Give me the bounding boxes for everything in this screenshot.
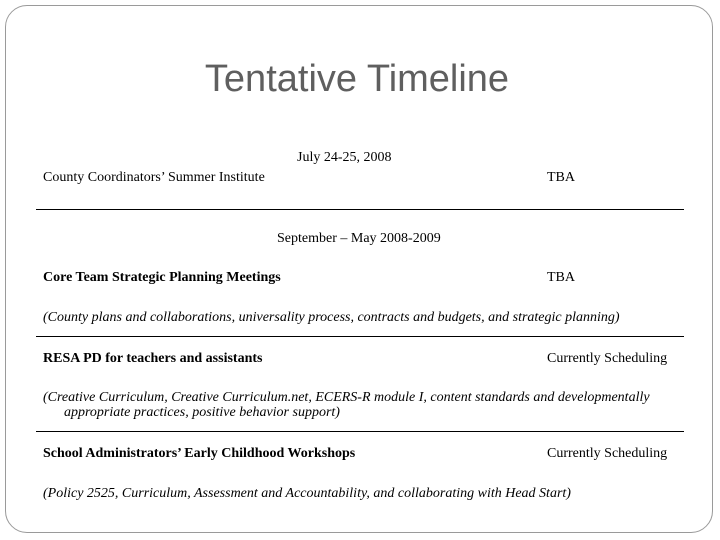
note-resa-pd-line1: (Creative Curriculum, Creative Curriculum.net, ECERS-R module I, content standards and developmentally [43,390,650,405]
divider [36,431,684,432]
status-core-team: TBA [547,270,575,285]
slide-title: Tentative Timeline [204,58,510,100]
status-admin-workshops: Currently Scheduling [547,446,668,461]
divider [36,209,684,210]
section2-date: September – May 2008-2009 [277,231,441,246]
note-core-team: (County plans and collaborations, universality process, contracts and budgets, and strategic planning) [43,310,620,325]
note-resa-pd-line2: appropriate practices, positive behavior support) [64,405,340,420]
section1-event: County Coordinators’ Summer Institute [43,170,265,185]
divider [36,336,684,337]
event-core-team: Core Team Strategic Planning Meetings [43,270,281,285]
section1-status: TBA [547,170,575,185]
event-admin-workshops: School Administrators’ Early Childhood Workshops [43,446,356,461]
event-resa-pd: RESA PD for teachers and assistants [43,351,263,366]
note-admin-workshops: (Policy 2525, Curriculum, Assessment and Accountability, and collaborating with Head Start) [43,486,571,501]
status-resa-pd: Currently Scheduling [547,351,668,366]
section1-date: July 24-25, 2008 [297,150,392,165]
